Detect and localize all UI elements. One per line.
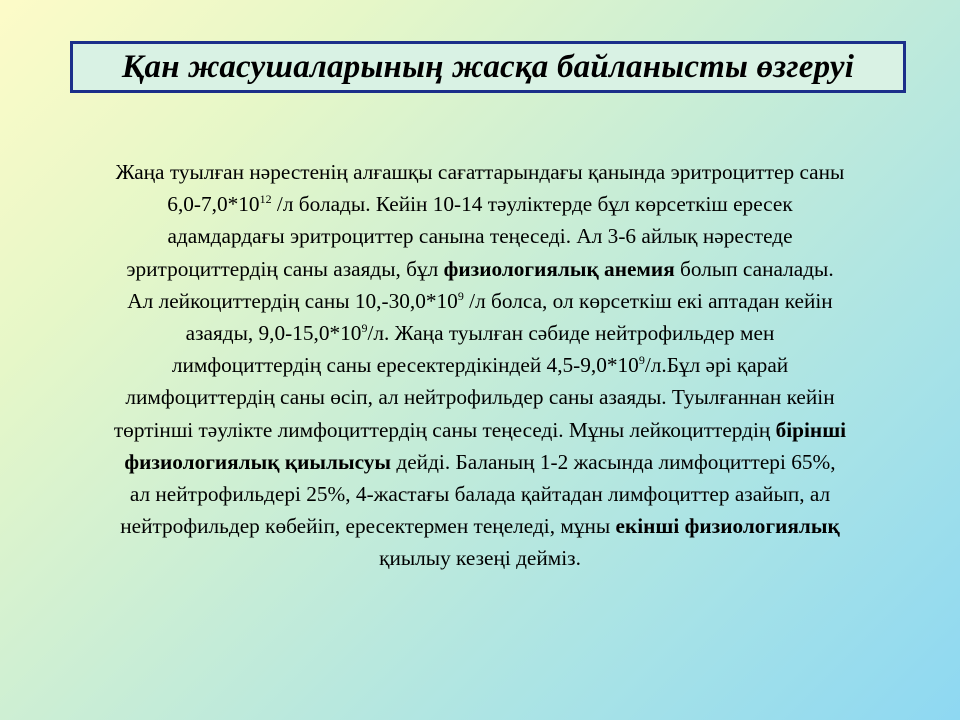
text-segment: эритроциттердің саны азаяды, бұл: [126, 256, 444, 281]
text-segment: /л. Жаңа туылған сәбиде нейтрофильдер мен: [367, 321, 775, 346]
text-line: [14, 156, 946, 188]
exponent: 9: [638, 353, 645, 368]
text-line: [14, 220, 946, 252]
text-line: [14, 285, 946, 317]
text-segment: 6,0-7,0*10: [167, 192, 260, 217]
text-line: [14, 446, 946, 478]
text-segment: нейтрофильдер көбейіп, ересектермен теңеледі, мұны: [120, 514, 616, 539]
slide-title: Қан жасушаларының жасқа байланысты өзгеруі: [121, 48, 855, 85]
text-segment: ал нейтрофильдері 25%, 4-жастағы балада қайтадан лимфоциттер азайып, ал: [129, 482, 831, 507]
text-segment: азаяды, 9,0-15,0*10: [185, 321, 362, 346]
text-line: [14, 510, 946, 542]
text-line: [14, 381, 946, 413]
bold-term: екінші физиологиялық: [615, 514, 840, 539]
text-segment: лимфоциттердің саны ересектердікіндей 4,5-9,0*10: [171, 353, 639, 378]
text-segment: болып саналады.: [674, 256, 834, 281]
text-segment: лимфоциттердің саны өсіп, ал нейтрофильдер саны азаяды. Туылғаннан кейін: [125, 385, 835, 410]
exponent: 9: [361, 321, 368, 336]
bold-term: физиологиялық қиылысуы: [124, 449, 392, 474]
text-line: [14, 478, 946, 510]
body-paragraph: [14, 156, 946, 575]
text-segment: Ал лейкоциттердің саны 10,-30,0*10: [127, 288, 458, 313]
bold-term: физиологиялық анемия: [443, 256, 675, 281]
text-segment: төртінші тәулікте лимфоциттердің саны теңеседі. Мұны лейкоциттердің: [113, 417, 776, 442]
text-segment: дейді. Баланың 1-2 жасында лимфоциттері 65%,: [391, 449, 836, 474]
exponent: 9: [457, 288, 464, 303]
exponent: 12: [259, 192, 272, 207]
title-box: [70, 41, 906, 93]
text-segment: /л болады. Кейін 10-14 тәуліктерде бұл көрсеткіш ересек: [271, 192, 793, 217]
text-segment: Жаңа туылған нәрестенің алғашқы сағаттарындағы қанында эритроциттер саны: [115, 160, 845, 184]
text-line: [14, 414, 946, 446]
text-line: [14, 188, 946, 220]
text-line: [14, 253, 946, 285]
text-segment: /л болса, ол көрсеткіш екі аптадан кейін: [463, 288, 833, 313]
text-segment: қиылыу кезеңі дейміз.: [379, 546, 581, 571]
bold-term: бірінші: [775, 417, 847, 442]
text-segment: адамдардағы эритроциттер санына теңеседі. Ал 3-6 айлық нәрестеде: [167, 224, 793, 249]
text-line: [14, 349, 946, 381]
text-line: [14, 317, 946, 349]
text-line: [14, 542, 946, 574]
text-segment: /л.Бұл әрі қарай: [644, 353, 789, 378]
